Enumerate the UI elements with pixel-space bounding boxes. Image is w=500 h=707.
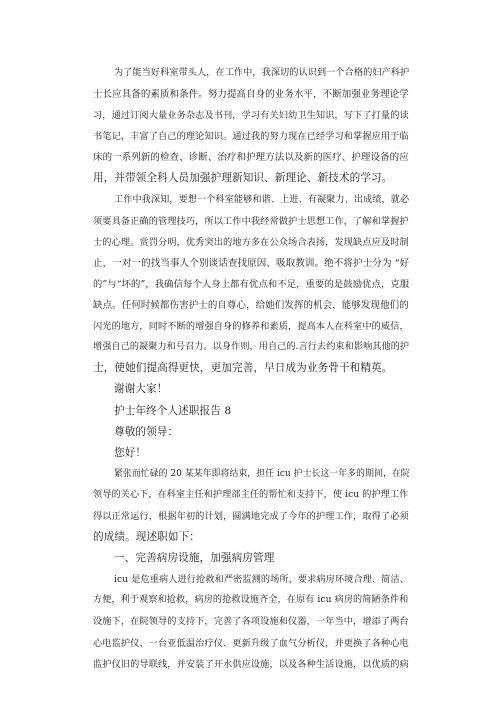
text-line: 增强自己的凝聚力和号召力。以身作则，用自己的.言行去约束和影响其他的护 [93,342,410,353]
text-line: 监护仪旧的导联线，并安装了开水供应设施，以及各种生活设施，以优质的病 [93,658,409,670]
text-line: 心电监护仪、一台亚低温治疗仪、更新升级了血气分析仪，并更换了各种心电 [93,637,409,649]
text-line: 一、完善病房设施，加强病房管理 [114,552,275,565]
text-line: 闪光的地方，同时不断的增强自身的修养和素质，提高本人在科室中的威信， [93,321,409,333]
text-line: 尊敬的领导： [114,425,179,438]
text-line: 领导的关心下，在科室主任和护理部主任的帮忙和支持下，使 icu 的护理工作 [93,489,409,500]
text-line: 用，并带领全科人员加强护理新知识、新理论、新技术的学习。 [93,172,393,185]
text-line: 习，通过订阅大量业务杂志及书刊，学习有关妇幼卫生知识，写下了打量的读 [93,110,409,122]
text-line: 士，使她们提高得更快，更加完善，早日成为业务骨干和精英。 [93,362,393,375]
text-line: 书笔记，丰富了自己的理论知识。通过我的努力现在已经学习和掌握应用于临 [93,131,409,143]
text-line: 工作中我深知，要想一个科室能够和谐、上进、有凝聚力、出成绩，就必 [114,194,410,205]
text-line: 的”与“坏的”，我确信每个人身上都有优点和不足，重要的是鼓励优点，克服 [93,278,410,290]
document-body [93,63,409,675]
text-line: 为了能当好科室带头人，在工作中，我深切的认识到一个合格的妇产科护 [114,68,410,78]
text-line: 您好！ [114,446,147,459]
text-line: 须要具备正确的管理技巧，所以工作中我经常做护士思想工作，了解和掌握护 [93,215,409,227]
text-line: 得以正常运行，根据年初的计划，圆满地完成了今年的护理工作，取得了必须 [93,510,409,522]
text-line: 士的心理。赏罚分明，优秀突出的地方多在公众场合表扬，发现缺点应及时制 [93,236,409,248]
text-line: 床的一系列新的检查、诊断、治疗和护理方法以及新的医疗、护理设备的应 [93,152,409,164]
text-line: 缺点。任何时候都伤害护士的自尊心，给她们发挥的机会，能够发现他们的 [93,300,409,312]
text-line: 紧张而忙碌的 20 某某年即将结束，担任 icu 护士长这一年多的期间，在院 [114,468,410,479]
text-line: 谢谢大家！ [114,383,168,396]
text-line: 设施下，在院领导的支持下，完善了各项设施和仪器，一年当中，增添了两台 [93,616,409,628]
text-line: 止，一对一的找当事人个别谈话查找原因、吸取教训。绝不将护士分为 “好 [93,257,410,269]
text-line: 士长应具备的素质和条件。努力提高自身的业务水平，不断加强业务理论学 [93,89,409,101]
text-line: icu 是危重病人进行抢救和严密监测的场所，要求病房环境合理、简洁、 [114,574,409,586]
text-line: 的成绩。现述职如下： [93,531,200,544]
text-line: 方便，利于观察和抢救，病房的抢救设施齐全，在原有 icu 病房的简陋条件和 [93,595,409,606]
text-line: 护士年终个人述职报告 8 [114,404,232,417]
